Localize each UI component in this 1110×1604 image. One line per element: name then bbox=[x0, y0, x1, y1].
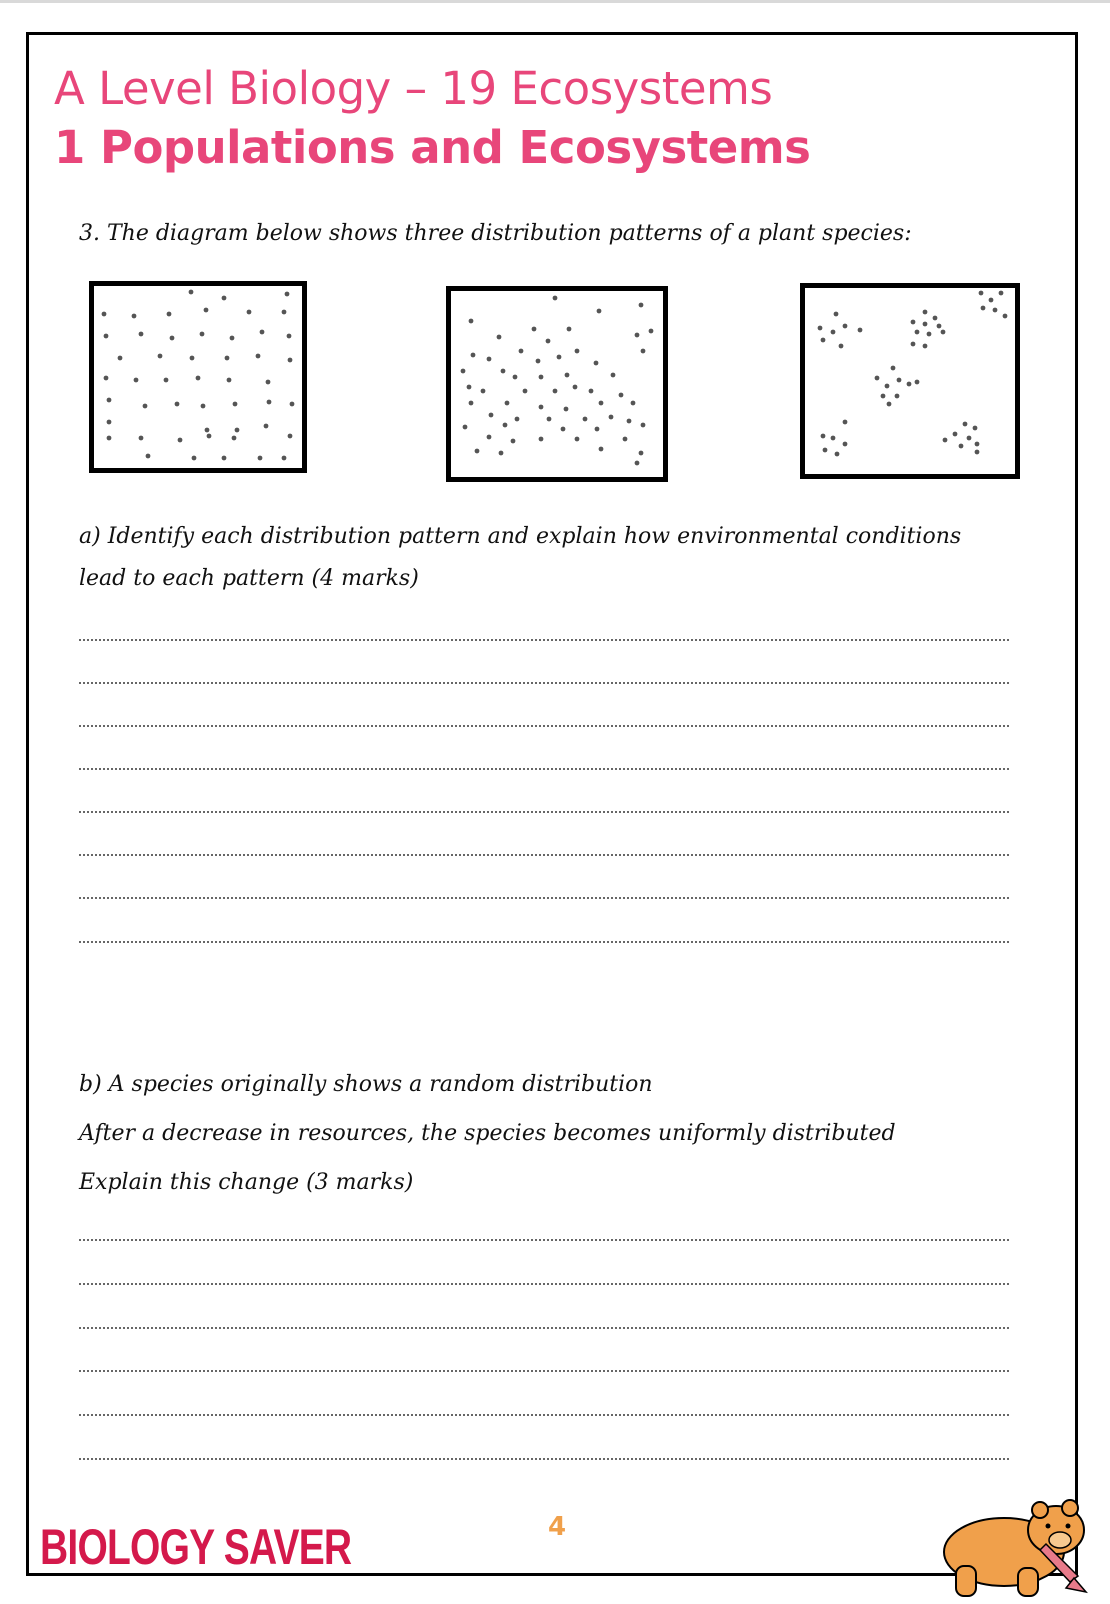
page-subtitle: 1 Populations and Ecosystems bbox=[54, 121, 811, 174]
answer-line-b4[interactable] bbox=[79, 1370, 1009, 1372]
answer-line-b6[interactable] bbox=[79, 1458, 1009, 1460]
answer-line-b3[interactable] bbox=[79, 1327, 1009, 1329]
top-edge bbox=[0, 0, 1110, 3]
part-a-prompt-line-2: lead to each pattern (4 marks) bbox=[79, 566, 419, 591]
part-b-prompt-line-1: b) A species originally shows a random distribution bbox=[79, 1072, 653, 1097]
answer-line-a6[interactable] bbox=[79, 854, 1009, 856]
biology-saver-logo: BIOLOGY SAVER bbox=[40, 1519, 352, 1575]
answer-line-b5[interactable] bbox=[79, 1414, 1009, 1416]
page-title: A Level Biology – 19 Ecosystems bbox=[54, 62, 773, 115]
part-b-prompt-line-2: After a decrease in resources, the species becomes uniformly distributed bbox=[79, 1121, 896, 1146]
answer-line-a2[interactable] bbox=[79, 682, 1009, 684]
answer-line-a3[interactable] bbox=[79, 725, 1009, 727]
random-distribution-diagram bbox=[446, 286, 668, 482]
answer-line-a5[interactable] bbox=[79, 811, 1009, 813]
uniform-distribution-diagram bbox=[89, 281, 307, 473]
answer-line-b1[interactable] bbox=[79, 1239, 1009, 1241]
question-intro: 3. The diagram below shows three distribution patterns of a plant species: bbox=[79, 221, 912, 246]
part-a-prompt-line-1: a) Identify each distribution pattern and explain how environmental conditions bbox=[79, 524, 962, 549]
answer-line-b2[interactable] bbox=[79, 1283, 1009, 1285]
page-frame bbox=[26, 32, 1078, 1576]
page-number: 4 bbox=[548, 1512, 567, 1542]
part-b-prompt-line-3: Explain this change (3 marks) bbox=[79, 1170, 414, 1195]
bear-mascot-icon bbox=[938, 1488, 1090, 1600]
answer-line-a7[interactable] bbox=[79, 897, 1009, 899]
clumped-distribution-diagram bbox=[800, 283, 1020, 479]
answer-line-a1[interactable] bbox=[79, 639, 1009, 641]
answer-line-a4[interactable] bbox=[79, 768, 1009, 770]
answer-line-a8[interactable] bbox=[79, 941, 1009, 943]
